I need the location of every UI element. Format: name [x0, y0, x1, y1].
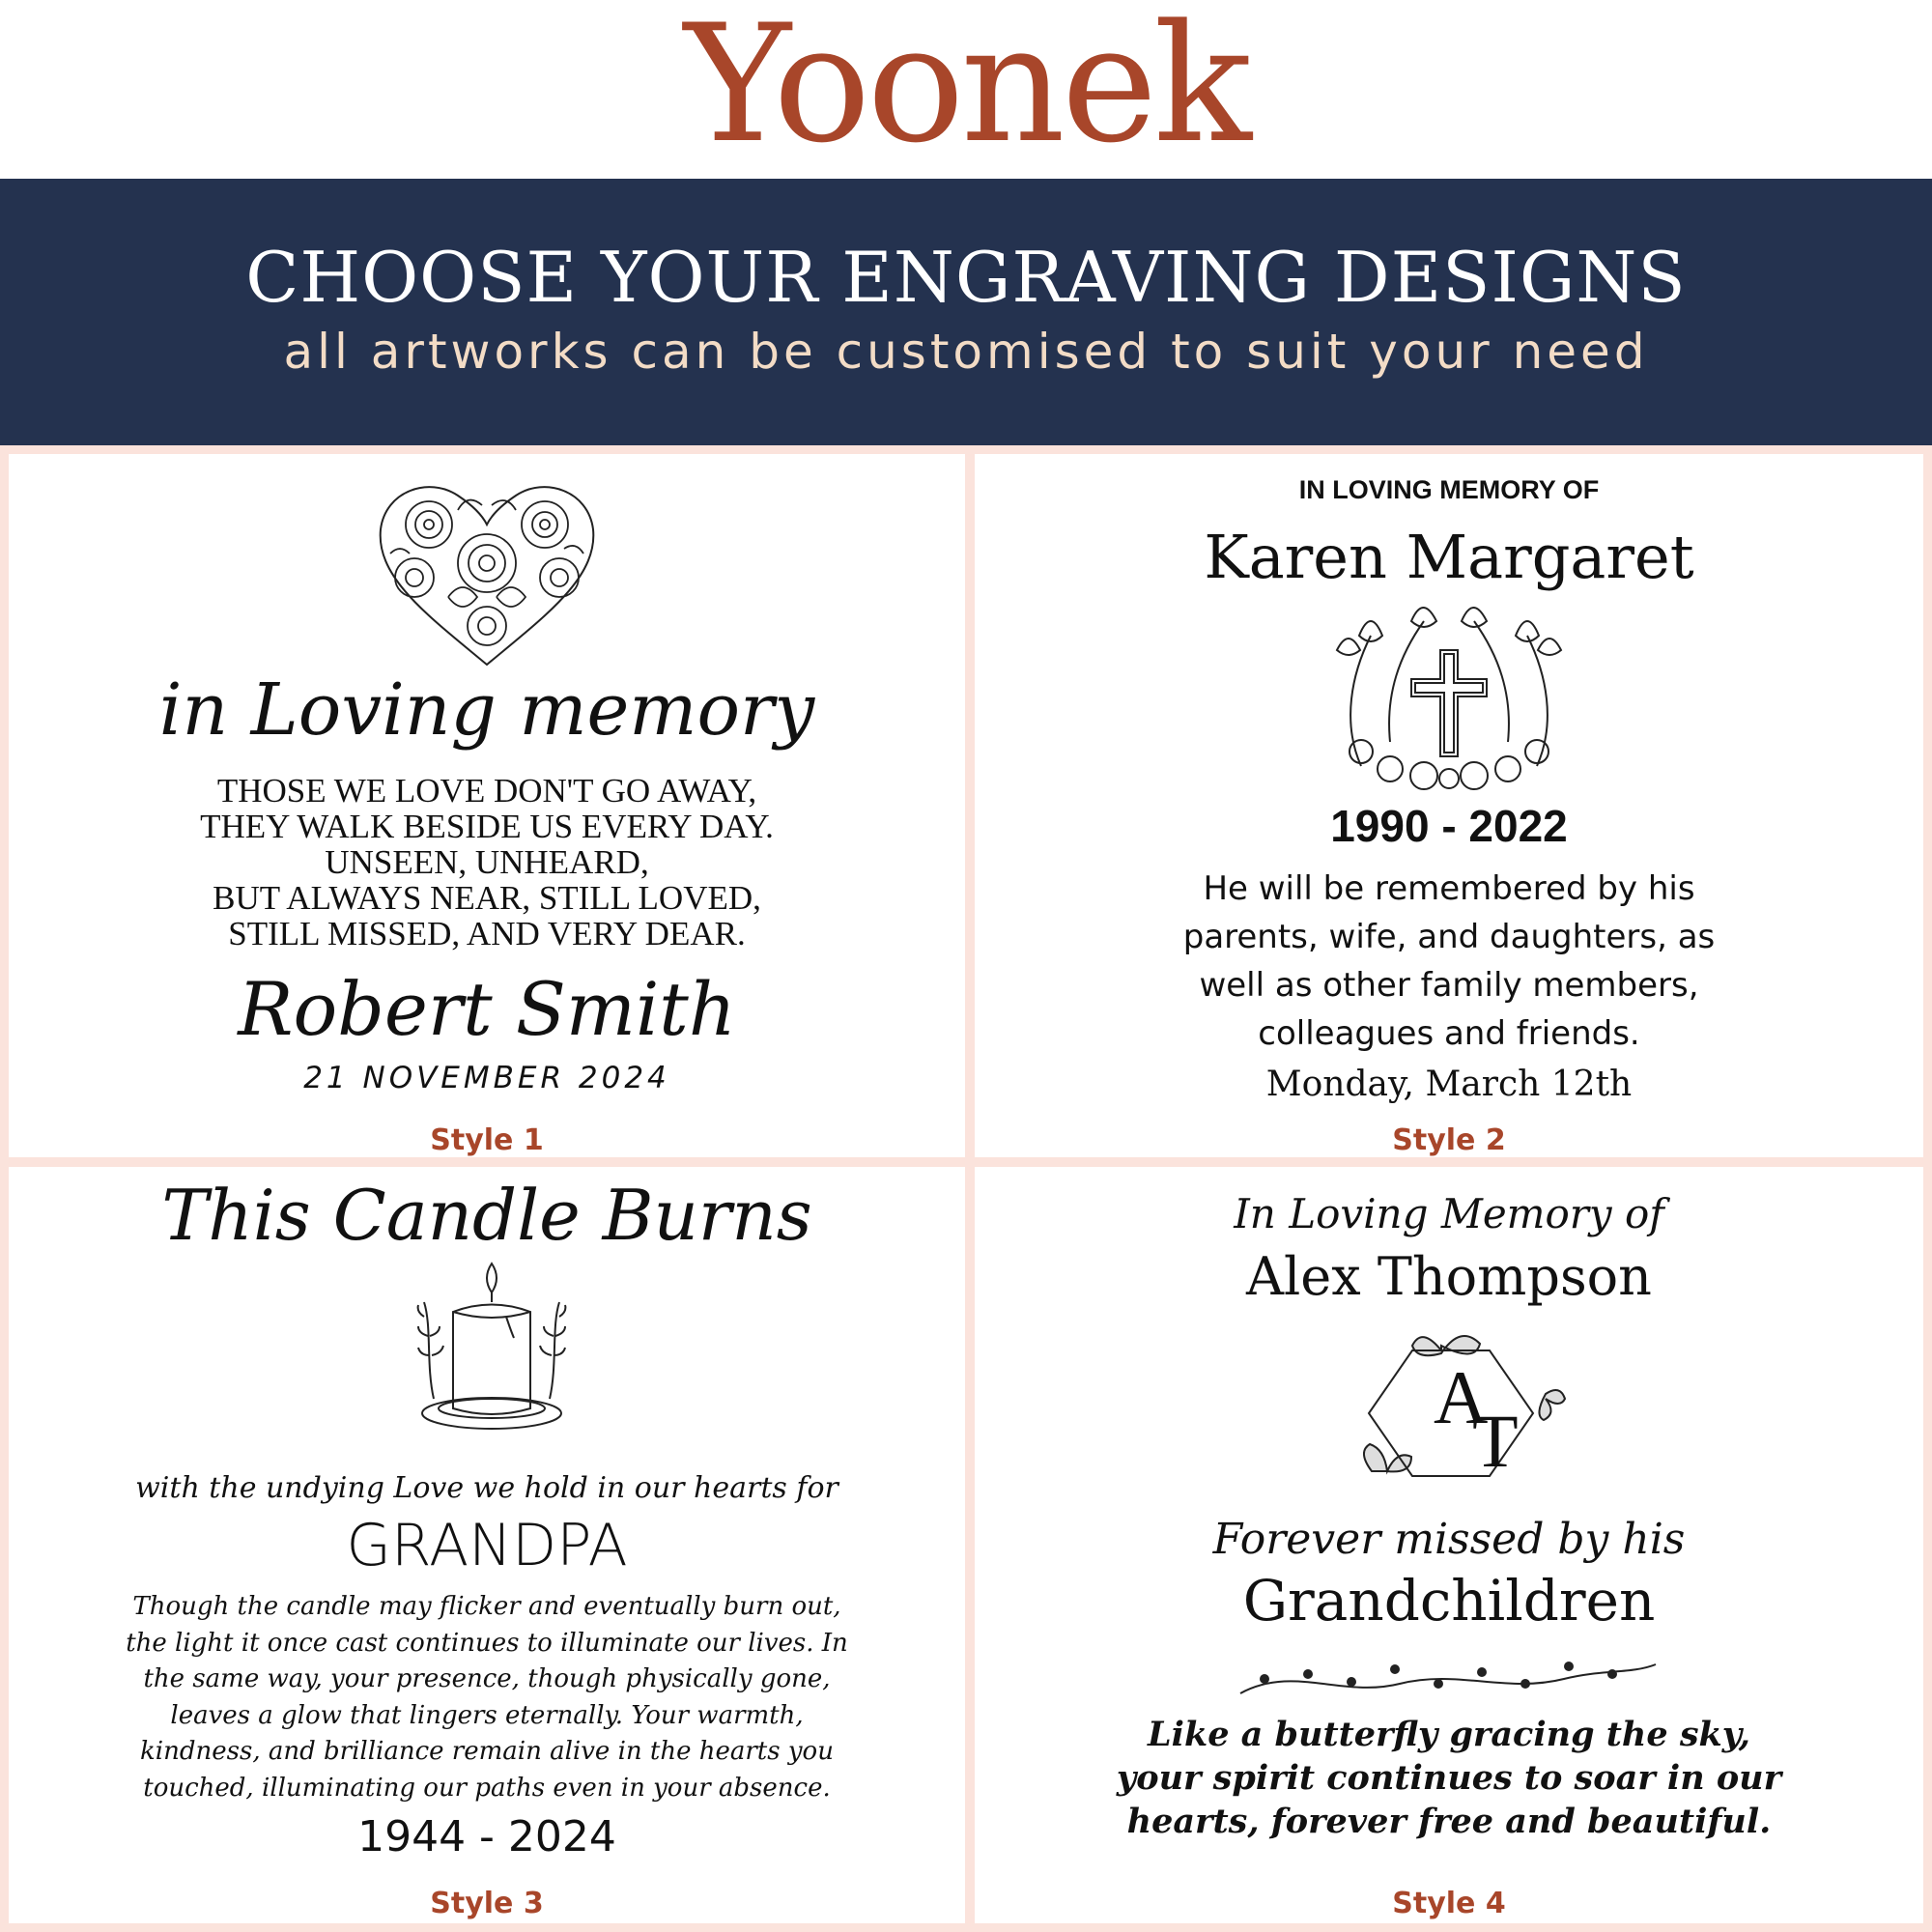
style-4-text [975, 1713, 1923, 1843]
style-1-heading: in Loving memory [158, 668, 815, 752]
verse-line: UNSEEN, UNHEARD, [325, 843, 649, 881]
style-2-text [975, 865, 1923, 1058]
brand-logo-text: Yoonek [683, 0, 1248, 179]
style-3-text [9, 1589, 965, 1806]
style-3-heading: This Candle Burns [161, 1175, 812, 1256]
style-3-name: GRANDPA [346, 1512, 628, 1579]
style-2-card[interactable] [975, 454, 1923, 1157]
text-line: touched, illuminating our paths even in your absence. [143, 1773, 831, 1803]
text-line: the light it once cast continues to illuminate our lives. In [126, 1628, 848, 1658]
style-3-label: Style 3 [430, 1887, 544, 1920]
style-2-years: 1990 - 2022 [1330, 801, 1568, 851]
floral-heart-icon [371, 471, 603, 674]
banner-subtitle: all artworks can be customised to suit your need [283, 324, 1649, 380]
style-4-name2: Grandchildren [1242, 1568, 1656, 1634]
style-4-heading: In Loving Memory of [1234, 1190, 1664, 1237]
verse-line: THOSE WE LOVE DON'T GO AWAY, [216, 772, 757, 810]
text-line: your spirit continues to soar in our [1116, 1758, 1782, 1798]
verse-line: BUT ALWAYS NEAR, STILL LOVED, [213, 879, 761, 917]
style-2-date: Monday, March 12th [1265, 1065, 1633, 1104]
banner-title: CHOOSE YOUR ENGRAVING DESIGNS [245, 237, 1687, 318]
style-4-line: Forever missed by his [1212, 1515, 1686, 1564]
text-line: kindness, and brilliance remain alive in the hearts you [140, 1737, 834, 1766]
style-1-date: 21 NOVEMBER 2024 [303, 1061, 670, 1095]
verse-line: THEY WALK BESIDE US EVERY DAY. [200, 808, 774, 845]
text-line: He will be remembered by his [1203, 869, 1695, 908]
style-1-name: Robert Smith [238, 966, 736, 1052]
butterfly-vine-icon [1236, 1655, 1661, 1703]
cross-tulip-wreath-icon [1332, 597, 1566, 790]
monogram-letter-t: T [1472, 1399, 1519, 1483]
style-4-label: Style 4 [1392, 1887, 1506, 1920]
text-line: Like a butterfly gracing the sky, [1148, 1715, 1750, 1754]
style-4-card[interactable] [975, 1167, 1923, 1923]
design-grid [0, 445, 1932, 1932]
butterfly-monogram-icon [1354, 1317, 1577, 1510]
text-line: parents, wife, and daughters, as [1182, 918, 1716, 956]
text-line: leaves a glow that lingers eternally. Your warmth, [170, 1700, 804, 1730]
candle-icon [414, 1259, 569, 1442]
text-line: well as other family members, [1199, 966, 1699, 1005]
style-1-label: Style 1 [430, 1123, 544, 1157]
style-3-years: 1944 - 2024 [357, 1812, 616, 1861]
verse-line: STILL MISSED, AND VERY DEAR. [228, 915, 746, 952]
text-line: hearts, forever free and beautiful. [1126, 1802, 1772, 1841]
text-line: colleagues and friends. [1258, 1014, 1640, 1053]
monogram-letter-a: A [1434, 1355, 1489, 1439]
style-2-name: Karen Margaret [1204, 522, 1694, 592]
style-2-top-line: IN LOVING MEMORY OF [1298, 475, 1600, 504]
header-banner [0, 179, 1932, 445]
style-3-card[interactable] [9, 1167, 965, 1923]
style-4-name: Alex Thompson [1246, 1246, 1652, 1307]
style-1-card[interactable] [9, 454, 965, 1157]
text-line: Though the candle may flicker and eventually burn out, [132, 1592, 841, 1621]
style-2-label: Style 2 [1392, 1123, 1506, 1157]
brand-logo [0, 0, 1932, 179]
text-line: the same way, your presence, though physically gone, [143, 1664, 831, 1693]
style-1-verse [9, 773, 965, 952]
style-3-line: with the undying Love we hold in our hearts for [135, 1471, 838, 1505]
